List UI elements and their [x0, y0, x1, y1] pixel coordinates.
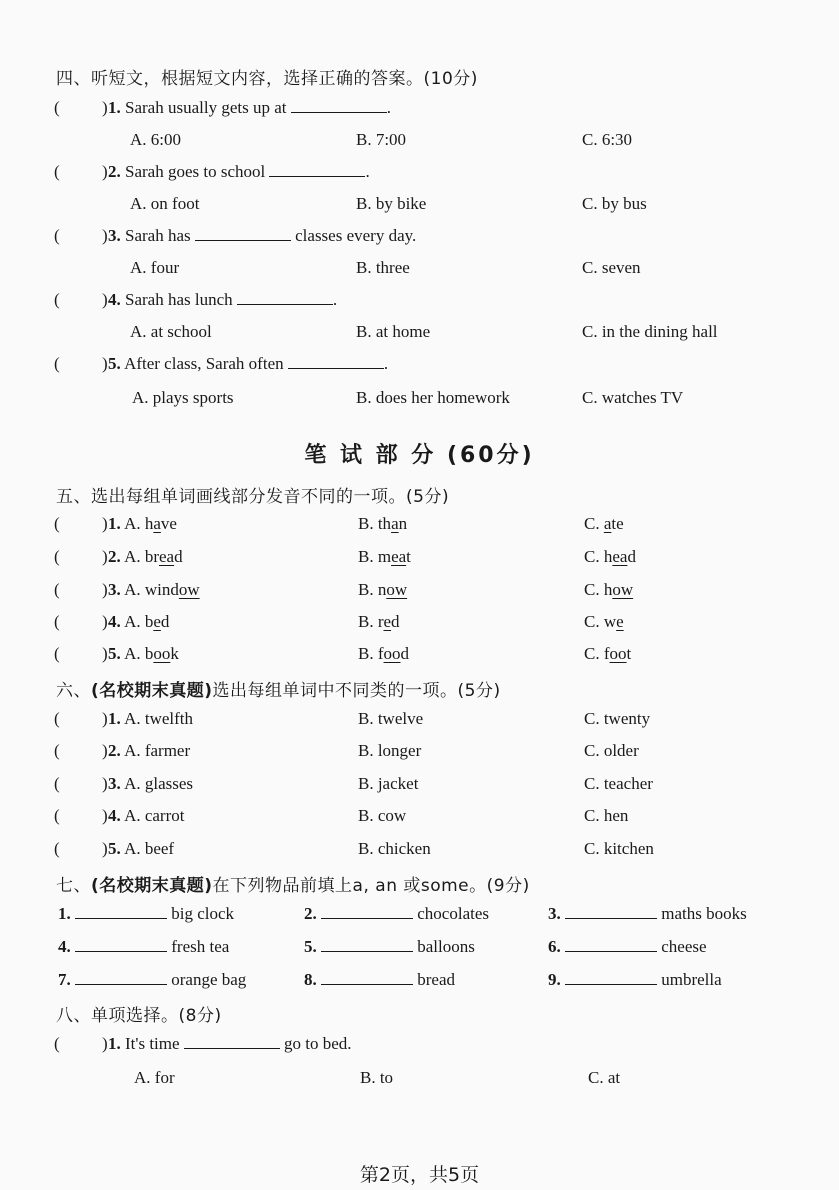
s7-row-3 [0, 970, 839, 996]
option-b: B. now [358, 580, 408, 599]
answer-blank[interactable] [75, 937, 167, 952]
exam-source-tag: (名校期末真题) [91, 681, 213, 701]
answer-blank[interactable] [75, 904, 167, 919]
section8-title: 八、单项选择。(8分) [56, 1006, 222, 1026]
answer-blank[interactable] [195, 226, 291, 241]
question-text: It's time [125, 1034, 180, 1053]
option-b: B. than [358, 514, 408, 533]
option-b: B. chicken [358, 839, 431, 858]
answer-blank[interactable] [291, 98, 387, 113]
answer-paren[interactable]: ( [54, 354, 60, 373]
option-a: A. four [130, 258, 180, 277]
question-number: 1. [108, 1034, 121, 1053]
page-footer: 第2页，共5页 [359, 1164, 480, 1186]
question-number: 5. [108, 354, 121, 373]
s6-question-5 [0, 839, 839, 865]
question-number: 2. [108, 162, 121, 181]
option-a: A. 6:00 [130, 130, 181, 149]
answer-paren[interactable]: ( [54, 290, 60, 309]
option-b: B. food [358, 644, 409, 663]
answer-blank[interactable] [237, 290, 333, 305]
written-part-title: 笔 试 部 分 (60分) [304, 443, 535, 468]
question-number: 4. [108, 290, 121, 309]
question-number: 3. [108, 774, 121, 793]
s5-question-5 [0, 644, 839, 670]
s5-question-3 [0, 580, 839, 606]
answer-blank[interactable] [269, 162, 365, 177]
s7-row-1 [0, 904, 839, 930]
fill-item: 1. big clock [58, 904, 235, 923]
option-b: B. jacket [358, 774, 419, 793]
s6-question-4 [0, 806, 839, 832]
question-text: After class, Sarah often [124, 354, 284, 373]
option-c: C. teacher [584, 774, 653, 793]
exam-source-tag: (名校期末真题) [91, 876, 213, 896]
section5-title: 五、选出每组单词画线部分发音不同的一项。(5分) [56, 487, 450, 507]
question-number: 2. [108, 547, 121, 566]
answer-paren-close: ) [102, 839, 108, 858]
answer-blank[interactable] [321, 937, 413, 952]
s4-question-4: ( 4. Sarah has lunch . ) [54, 290, 338, 309]
option-b: B. at home [356, 322, 431, 341]
question-text: Sarah has [125, 226, 191, 245]
answer-paren-close: ) [102, 709, 108, 728]
answer-paren[interactable]: ( [54, 839, 60, 858]
option-c: C. older [584, 741, 639, 760]
option-b: B. to [360, 1068, 394, 1087]
option-a: A. bread [124, 547, 183, 566]
question-text: Sarah goes to school [125, 162, 266, 181]
option-a: A. on foot [130, 194, 200, 213]
option-b: B. twelve [358, 709, 424, 728]
question-number: 1. [108, 98, 121, 117]
option-a: A. have [124, 514, 177, 533]
option-a: A. glasses [124, 774, 194, 793]
s4-options-4 [0, 322, 839, 348]
answer-paren-close: ) [102, 290, 108, 309]
s5-question-1 [0, 514, 839, 540]
option-c: C. in the dining hall [582, 322, 718, 341]
option-b: B. meat [358, 547, 411, 566]
s7-row-2 [0, 937, 839, 963]
answer-blank[interactable] [75, 970, 167, 985]
option-c: C. hen [584, 806, 629, 825]
option-a: A. bed [124, 612, 170, 631]
fill-item: 5. balloons [304, 937, 475, 956]
answer-paren[interactable]: ( [54, 774, 60, 793]
answer-paren[interactable]: ( [54, 741, 60, 760]
section7-title: 七、(名校期末真题)在下列物品前填上a, an 或some。(9分) [56, 876, 530, 896]
question-number: 4. [108, 612, 121, 631]
option-c: C. at [588, 1068, 621, 1087]
answer-paren-close: ) [102, 354, 108, 373]
option-c: C. 6:30 [582, 130, 633, 149]
answer-paren[interactable]: ( [54, 162, 60, 181]
option-c: C. head [584, 547, 636, 566]
question-number: 4. [108, 806, 121, 825]
option-c: C. foot [584, 644, 632, 663]
option-a: A. book [124, 644, 179, 663]
option-c: C. kitchen [584, 839, 654, 858]
s6-question-1 [0, 709, 839, 735]
option-c: C. twenty [584, 709, 651, 728]
answer-blank[interactable] [184, 1034, 280, 1049]
option-b: B. three [356, 258, 410, 277]
fill-item: 7. orange bag [58, 970, 247, 989]
fill-item: 2. chocolates [304, 904, 489, 923]
option-c: C. we [584, 612, 624, 631]
s4-question-1: ( 1. Sarah usually gets up at . ) [54, 98, 391, 117]
fill-item: 6. cheese [548, 937, 707, 956]
question-number: 1. [108, 709, 121, 728]
answer-paren[interactable]: ( [54, 226, 60, 245]
option-a: A. carrot [124, 806, 185, 825]
option-a: A. at school [130, 322, 212, 341]
s8-question-1: ( 1. It's time go to bed. ) [54, 1034, 352, 1053]
answer-paren-close: ) [102, 514, 108, 533]
s4-question-5: ( 5. After class, Sarah often . ) [54, 354, 389, 373]
answer-paren-close: ) [102, 162, 108, 181]
option-c: C. by bus [582, 194, 647, 213]
answer-paren[interactable]: ( [54, 547, 60, 566]
s6-question-2 [0, 741, 839, 767]
s4-question-3: ( 3. Sarah has classes every day. ) [54, 226, 417, 245]
option-a: A. plays sports [132, 388, 234, 407]
fill-item: 9. umbrella [548, 970, 722, 989]
answer-paren-close: ) [102, 806, 108, 825]
option-b: B. cow [358, 806, 407, 825]
option-c: C. how [584, 580, 634, 599]
fill-item: 3. maths books [548, 904, 747, 923]
answer-paren-close: ) [102, 547, 108, 566]
question-number: 2. [108, 741, 121, 760]
question-number: 5. [108, 839, 121, 858]
question-text: Sarah has lunch [125, 290, 233, 309]
question-number: 3. [108, 226, 121, 245]
answer-paren[interactable]: ( [54, 806, 60, 825]
s6-question-3 [0, 774, 839, 800]
answer-paren[interactable]: ( [54, 709, 60, 728]
question-number: 5. [108, 644, 121, 663]
answer-blank[interactable] [565, 904, 657, 919]
answer-paren-close: ) [102, 612, 108, 631]
answer-paren-close: ) [102, 644, 108, 663]
option-b: B. does her homework [356, 388, 510, 407]
answer-paren[interactable]: ( [54, 580, 60, 599]
answer-paren[interactable]: ( [54, 612, 60, 631]
answer-blank[interactable] [565, 970, 657, 985]
section4-title: 四、听短文，根据短文内容，选择正确的答案。(10分) [56, 69, 478, 89]
question-number: 1. [108, 514, 121, 533]
s4-options-5 [0, 388, 839, 414]
answer-paren-close: ) [102, 1034, 108, 1053]
answer-paren[interactable]: ( [54, 514, 60, 533]
answer-paren[interactable]: ( [54, 1034, 60, 1053]
answer-paren[interactable]: ( [54, 644, 60, 663]
answer-blank[interactable] [288, 354, 384, 369]
answer-paren-close: ) [102, 580, 108, 599]
option-b: B. by bike [356, 194, 427, 213]
option-a: A. beef [124, 839, 175, 858]
option-c: C. ate [584, 514, 624, 533]
s4-options-2 [0, 194, 839, 220]
section6-title: 六、(名校期末真题)选出每组单词中不同类的一项。(5分) [56, 681, 501, 701]
option-a: A. window [124, 580, 200, 599]
question-text: Sarah usually gets up at [125, 98, 287, 117]
option-b: B. red [358, 612, 400, 631]
fill-item: 8. bread [304, 970, 456, 989]
s4-question-2: ( 2. Sarah goes to school . ) [54, 162, 370, 181]
answer-paren-close: ) [102, 741, 108, 760]
option-a: A. twelfth [124, 709, 193, 728]
answer-blank[interactable] [321, 904, 413, 919]
option-a: A. for [134, 1068, 175, 1087]
option-b: B. 7:00 [356, 130, 407, 149]
s4-options-1 [0, 130, 839, 156]
option-b: B. longer [358, 741, 422, 760]
answer-blank[interactable] [565, 937, 657, 952]
answer-blank[interactable] [321, 970, 413, 985]
s5-question-4 [0, 612, 839, 638]
fill-item: 4. fresh tea [58, 937, 230, 956]
question-number: 3. [108, 580, 121, 599]
option-a: A. farmer [124, 741, 191, 760]
s5-question-2 [0, 547, 839, 573]
s4-options-3 [0, 258, 839, 284]
answer-paren[interactable]: ( [54, 98, 60, 117]
answer-paren-close: ) [102, 98, 108, 117]
s8-options-1 [0, 1068, 839, 1094]
option-c: C. seven [582, 258, 641, 277]
answer-paren-close: ) [102, 774, 108, 793]
option-c: C. watches TV [582, 388, 684, 407]
answer-paren-close: ) [102, 226, 108, 245]
